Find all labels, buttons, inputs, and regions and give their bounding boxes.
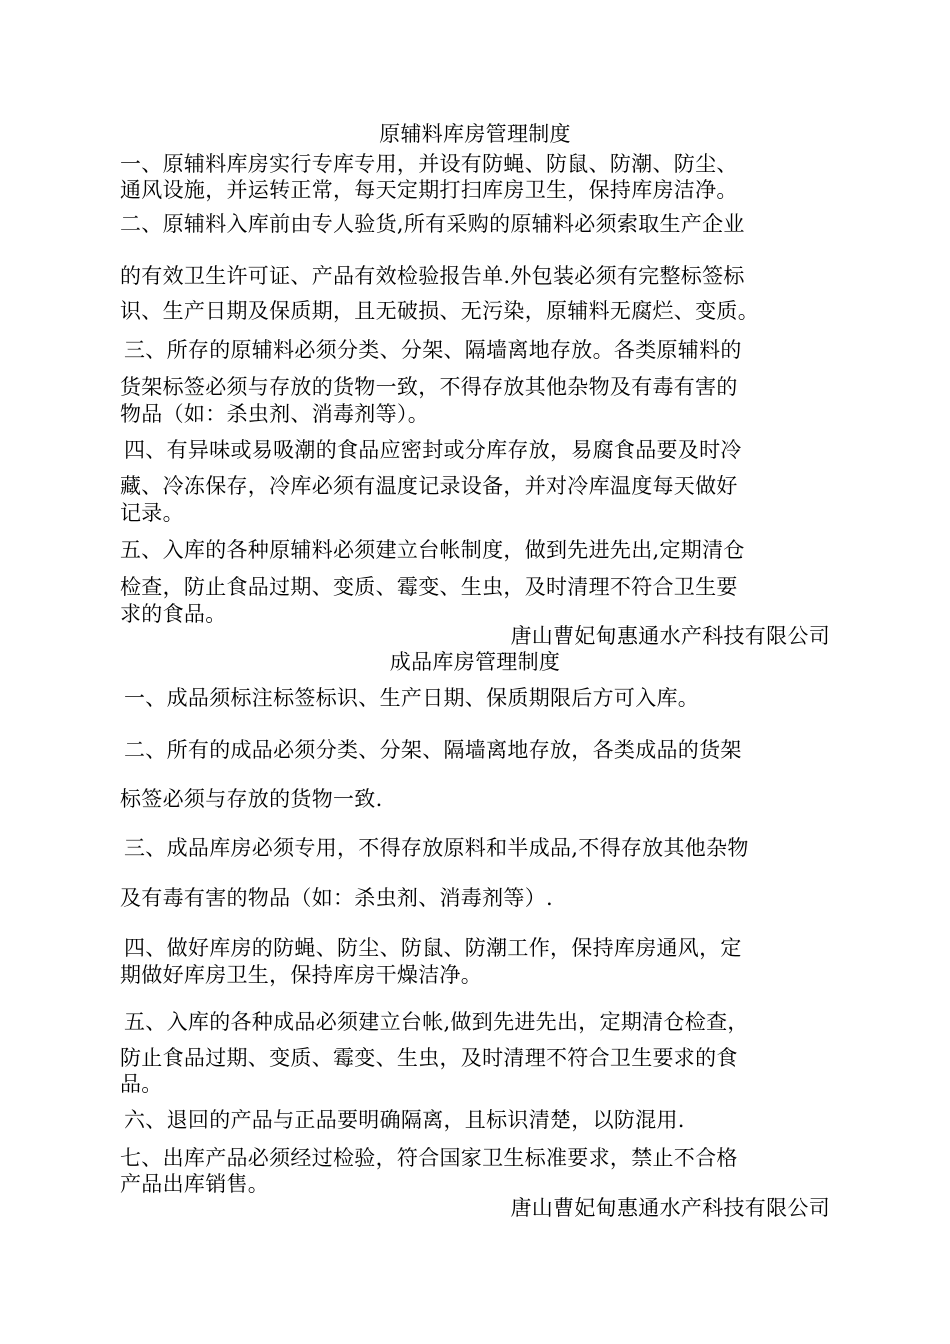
section2-line: 标签必须与存放的货物一致. — [120, 787, 383, 811]
section1-line: 求的食品。 — [120, 602, 227, 626]
section2-line: 三、成品库房必须专用，不得存放原料和半成品,不得存放其他杂物 — [124, 836, 749, 860]
section1-line: 货架标签必须与存放的货物一致，不得存放其他杂物及有毒有害的 — [120, 375, 738, 399]
section1-line: 二、原辅料入库前由专人验货,所有采购的原辅料必须索取生产企业 — [120, 212, 745, 236]
section1-line: 五、入库的各种原辅料必须建立台帐制度，做到先进先出,定期清仓 — [120, 538, 745, 562]
section2-line: 二、所有的成品必须分类、分架、隔墙离地存放，各类成品的货架 — [124, 738, 742, 762]
section2-title: 成品库房管理制度 — [389, 650, 561, 674]
section1-signature: 唐山曹妃甸惠通水产科技有限公司 — [510, 624, 830, 648]
section1-line: 通风设施，并运转正常，每天定期打扫库房卫生，保持库房洁净。 — [120, 178, 738, 202]
section2-line: 防止食品过期、变质、霉变、生虫，及时清理不符合卫生要求的食 — [120, 1046, 738, 1070]
section2-line: 一、成品须标注标签标识、生产日期、保质期限后方可入库。 — [124, 686, 700, 710]
section1-line: 的有效卫生许可证、产品有效检验报告单.外包装必须有完整标签标 — [120, 264, 745, 288]
section1-line: 识、生产日期及保质期，且无破损、无污染，原辅料无腐烂、变质。 — [120, 299, 759, 323]
section2-line: 产品出库销售。 — [120, 1172, 270, 1196]
section2-line: 六、退回的产品与正品要明确隔离，且标识清楚，以防混用. — [124, 1108, 685, 1132]
section2-line: 五、入库的各种成品必须建立台帐,做到先进先出，定期清仓检查， — [124, 1010, 749, 1034]
section1-line: 一、原辅料库房实行专库专用，并设有防蝇、防鼠、防潮、防尘、 — [120, 152, 738, 176]
section1-line: 三、所存的原辅料必须分类、分架、隔墙离地存放。各类原辅料的 — [124, 338, 742, 362]
section2-line: 及有毒有害的物品（如：杀虫剂、消毒剂等）. — [120, 886, 553, 910]
section2-line: 期做好库房卫生，保持库房干燥洁净。 — [120, 963, 483, 987]
section1-line: 物品（如：杀虫剂、消毒剂等）。 — [120, 402, 429, 426]
section1-line: 四、有异味或易吸潮的食品应密封或分库存放，易腐食品要及时冷 — [124, 438, 742, 462]
section1-line: 记录。 — [120, 501, 184, 525]
section1-title: 原辅料库房管理制度 — [379, 122, 571, 146]
section2-line: 四、做好库房的防蝇、防尘、防鼠、防潮工作，保持库房通风，定 — [124, 936, 742, 960]
section1-line: 藏、冷冻保存，冷库必须有温度记录设备，并对冷库温度每天做好 — [120, 474, 738, 498]
section1-line: 检查，防止食品过期、变质、霉变、生虫，及时清理不符合卫生要 — [120, 575, 738, 599]
section2-line: 七、出库产品必须经过检验，符合国家卫生标准要求，禁止不合格 — [120, 1146, 738, 1170]
section2-line: 品。 — [120, 1072, 163, 1096]
section2-signature: 唐山曹妃甸惠通水产科技有限公司 — [510, 1196, 830, 1220]
